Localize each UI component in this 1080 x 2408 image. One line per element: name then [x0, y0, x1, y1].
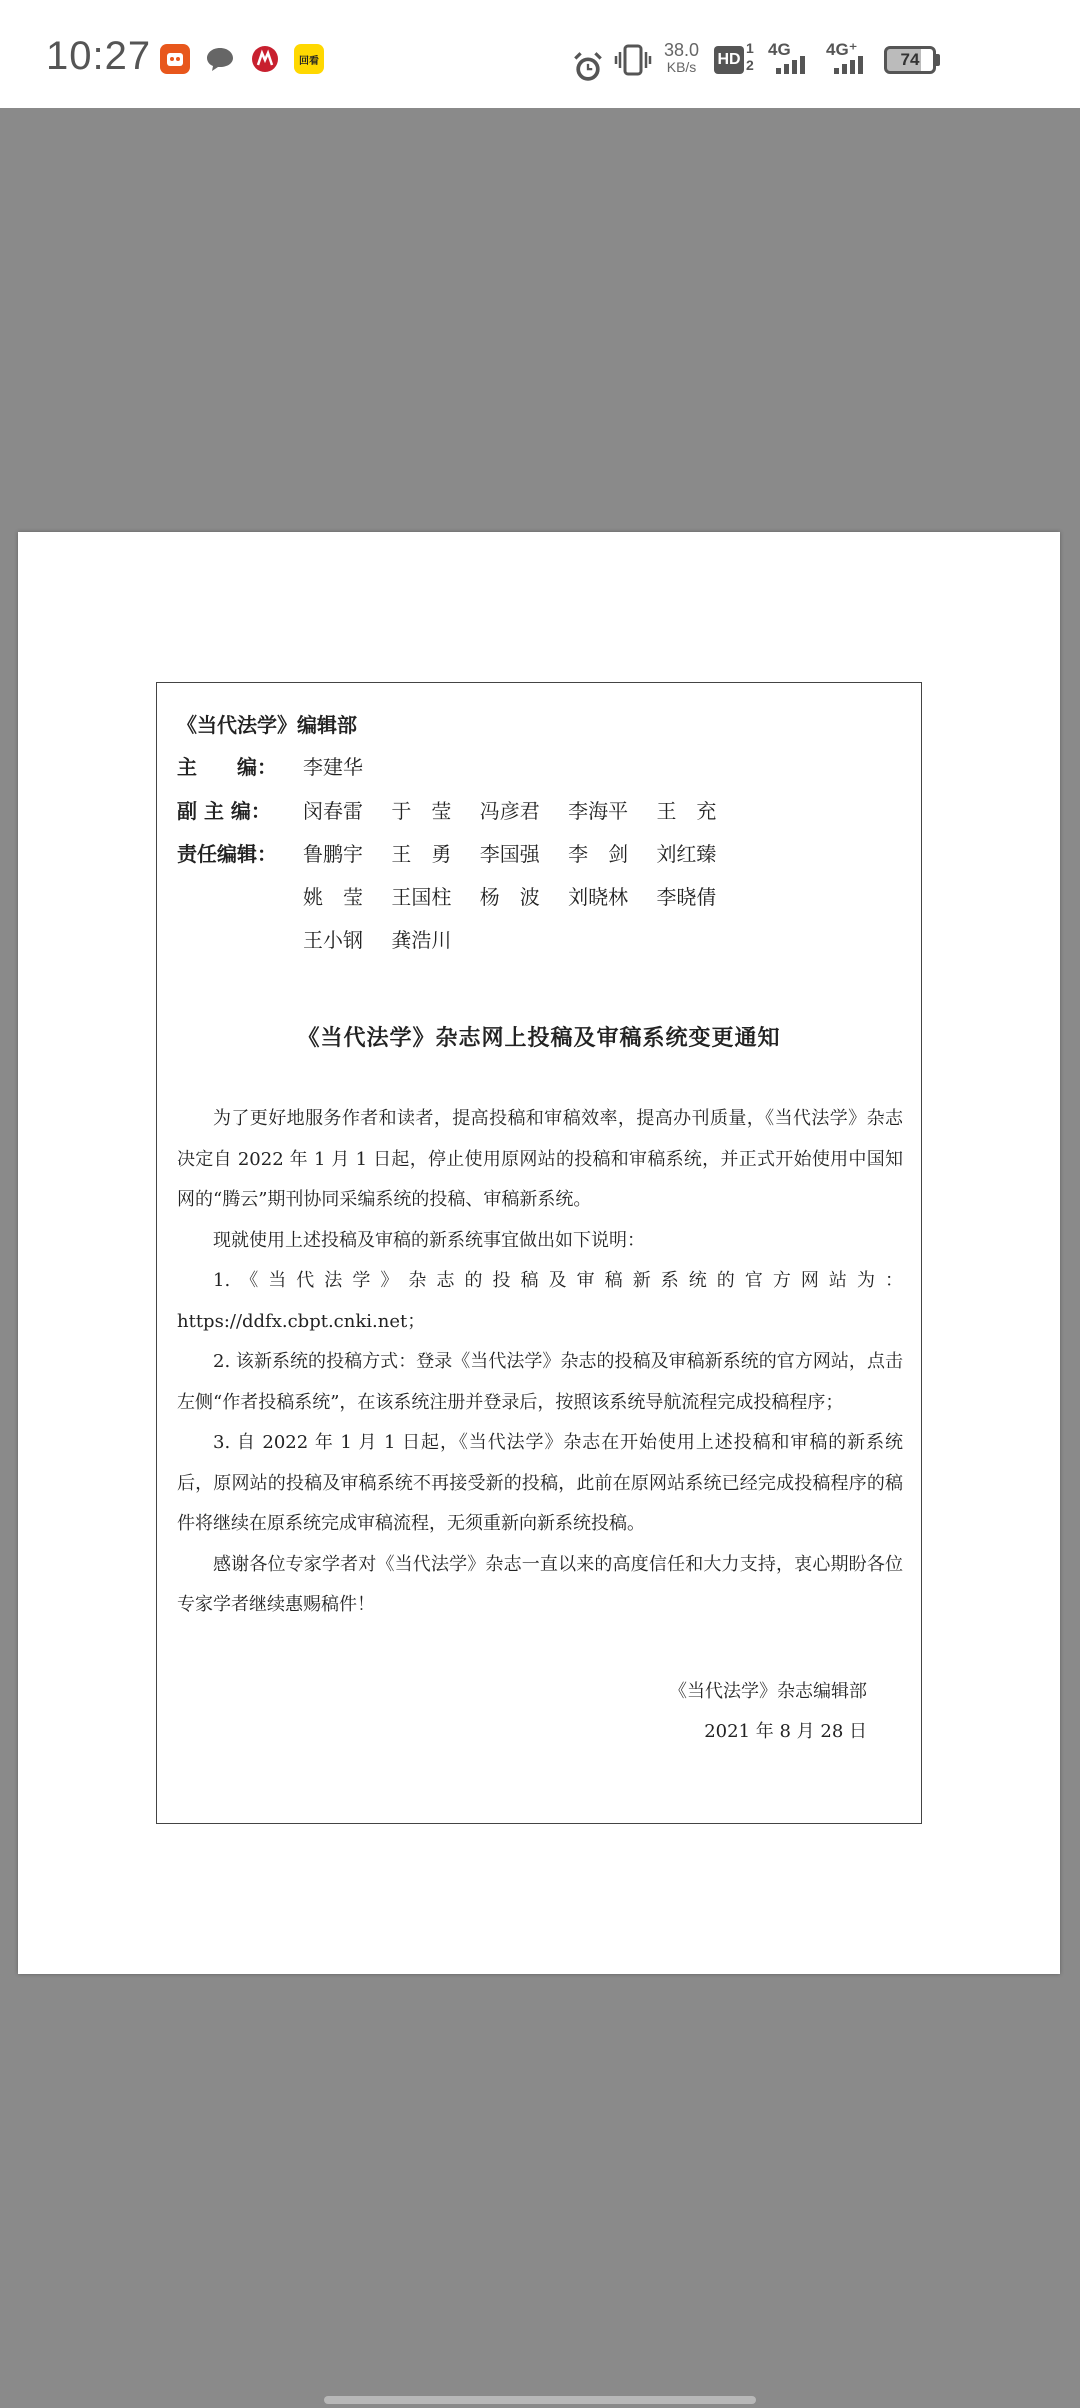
- notice-paragraph: 2. 该新系统的投稿方式：登录《当代法学》杂志的投稿及审稿新系统的官方网站，点击左侧“作者投稿系统”，在该系统注册并登录后，按照该系统导航流程完成投稿程序；: [177, 1351, 903, 1413]
- masthead-name: 李晓倩: [656, 885, 717, 909]
- masthead-name: 闵春雷: [303, 799, 363, 823]
- notice-paragraph: 现就使用上述投稿及审稿的新系统事宜做出如下说明：: [213, 1229, 645, 1251]
- cmb-bank-icon: [250, 44, 280, 74]
- gesture-home-bar[interactable]: [324, 2396, 756, 2404]
- masthead-name: 李 剑: [568, 842, 629, 866]
- masthead-name: 王 充: [656, 799, 717, 823]
- masthead-name: 姚 莹: [303, 885, 363, 909]
- pdf-page[interactable]: [18, 532, 1060, 1974]
- masthead-row-responsible-editors: [177, 838, 738, 867]
- net-speed: [664, 42, 699, 76]
- masthead-row-editor-in-chief: [177, 751, 385, 780]
- document-frame: [156, 682, 922, 1824]
- masthead-role: 副 主 编：: [177, 799, 271, 823]
- pdd-app-icon: [160, 44, 190, 74]
- masthead-name: 王国柱: [391, 885, 452, 909]
- masthead-name: 鲁鹏宇: [303, 842, 363, 866]
- signature-date: 2021 年 8 月 28 日: [704, 1721, 867, 1742]
- masthead-name: 杨 波: [479, 885, 540, 909]
- clock: 10:27: [46, 34, 152, 78]
- masthead-role: 主 编：: [177, 755, 277, 779]
- notice-paragraph: 1.《当代法学》杂志的投稿及审稿新系统的官方网站为：https://ddfx.cbpt.cnki.net；: [177, 1270, 903, 1332]
- notice-paragraph: 为了更好地服务作者和读者，提高投稿和审稿效率，提高办刊质量，《当代法学》杂志决定自 2022 年 1 月 1 日起，停止使用原网站的投稿和审稿系统，并正式开始使用中国知网的“腾云”期刊协同采编系统的投稿、审稿新系统。: [177, 1108, 903, 1210]
- masthead-name: 李建华: [303, 755, 363, 779]
- masthead-name: 王小钢: [303, 928, 363, 952]
- yellow-app-icon: 回看: [294, 44, 324, 74]
- sim1-network-label: 4G: [768, 40, 791, 59]
- notice-body: [177, 1099, 903, 1626]
- masthead-name: 李国强: [479, 842, 540, 866]
- net-speed-value: 38.0: [664, 40, 700, 60]
- sim2-network-label: 4G⁺: [826, 40, 858, 59]
- masthead-name: 李海平: [568, 799, 629, 823]
- masthead-name: 龚浩川: [391, 928, 452, 952]
- masthead-title: 《当代法学》编辑部: [177, 713, 357, 737]
- masthead-row-responsible-editors-cont2: [303, 924, 473, 953]
- hd-sim-indicator: 1 2: [746, 40, 754, 73]
- notice-paragraph: 3. 自 2022 年 1 月 1 日起，《当代法学》杂志在开始使用上述投稿和审稿的新系统后，原网站的投稿及审稿系统不再接受新的投稿，此前在原网站系统已经完成投稿程序的稿件将继续在原系统完成审稿流程，无须重新向新系统投稿。: [177, 1432, 903, 1534]
- hd-icon: HD: [714, 46, 744, 74]
- masthead-name: 于 莹: [391, 799, 452, 823]
- masthead-name: 冯彦君: [479, 799, 540, 823]
- alarm-icon: [570, 44, 606, 90]
- net-speed-unit: KB/s: [666, 59, 697, 75]
- signal-icon-sim2: [834, 56, 863, 74]
- status-bar: [0, 0, 1080, 108]
- signature: 《当代法学》杂志编辑部: [669, 1681, 867, 1702]
- vibrate-icon: [614, 44, 652, 76]
- chat-bubble-icon: [205, 44, 235, 74]
- masthead-role: 责任编辑：: [177, 842, 277, 866]
- masthead-name: 刘红臻: [656, 842, 717, 866]
- battery-tip: [936, 54, 940, 66]
- masthead-row-deputy-editors: [177, 795, 738, 824]
- battery-icon: 74: [884, 46, 936, 74]
- notice-paragraph: 感谢各位专家学者对《当代法学》杂志一直以来的高度信任和大力支持，衷心期盼各位专家学者继续惠赐稿件！: [177, 1553, 903, 1615]
- signal-icon-sim1: [776, 56, 805, 74]
- masthead-name: 刘晓林: [568, 885, 629, 909]
- masthead-name: 王 勇: [391, 842, 452, 866]
- notice-title: 《当代法学》杂志网上投稿及审稿系统变更通知: [297, 1026, 781, 1051]
- masthead-row-responsible-editors-cont: [303, 881, 738, 910]
